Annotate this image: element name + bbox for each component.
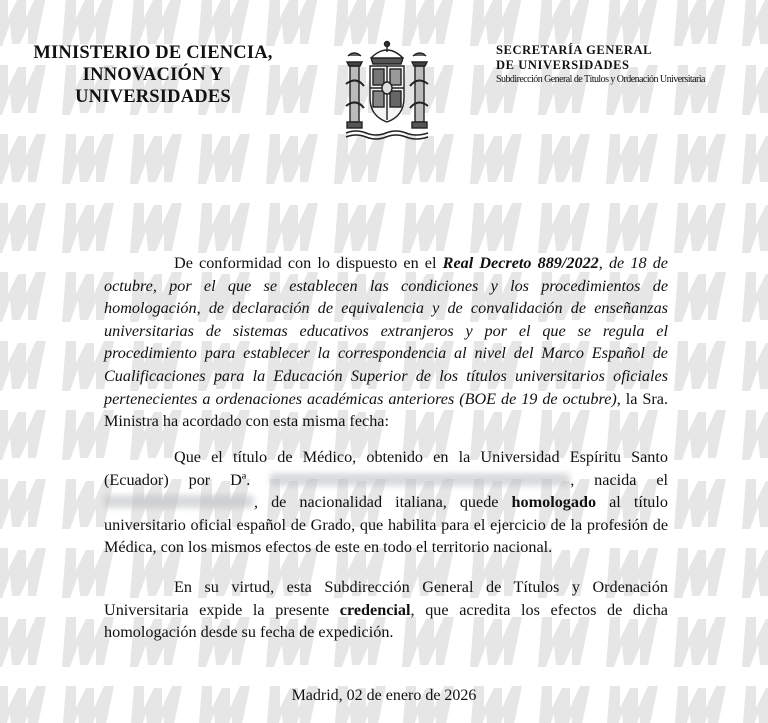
p1-decree-title: , de 18 de octubre, por el que se establecen las condiciones y los procedimientos de homologación, de declaración de equivalencia y de convalidación de enseñanzas universitarias de sistemas educativos extranjeros y por el que se regula el procedimiento para establecer la correspondencia al nivel del Marco Español de Cualificaciones para la Educación Superior de los títulos universitarios oficiales pertenecientes a ordenaciones académicas anteriores (BOE de 19 de octubre) [104, 254, 668, 408]
paragraph-legal-basis [104, 252, 668, 433]
ministry-line-3: UNIVERSIDADES [75, 87, 231, 107]
secretaria-line-2: DE UNIVERSIDADES [496, 58, 630, 72]
secretaria-general-heading [496, 43, 758, 87]
p3-part-b: , que acredita los efectos de dicha homologación desde su fecha de expedición. [104, 600, 668, 642]
p1-intro: De conformidad con lo dispuesto en el [174, 254, 443, 272]
redacted-name [270, 473, 570, 486]
paragraph-issuance [104, 576, 668, 644]
subdireccion-name: Subdirección General de Títulos y Ordenación Universitaria [496, 74, 705, 85]
decree-reference: Real Decreto 889/2022 [442, 254, 599, 272]
ministry-name [18, 42, 288, 108]
coat-of-arms-of-spain-icon [344, 36, 430, 140]
p1-closing: , la Sra. Ministra ha acordado con esta misma fecha: [104, 389, 668, 431]
homologado-term: homologado [511, 493, 597, 512]
ministry-line-2: INNOVACIÓN Y [82, 65, 224, 85]
p2-part-d: al título universitario oficial español de Grado, que habilita para el ejercicio de la profesión de Médica, con los mismos efectos de este en todo el territorio nacional. [104, 493, 668, 557]
ministry-line-1: MINISTERIO DE CIENCIA, [33, 43, 273, 63]
credencial-term: credencial [339, 600, 411, 619]
secretaria-line-1: SECRETARÍA GENERAL [496, 43, 653, 57]
p2-part-c: , de nacionalidad italiana, quede [254, 493, 512, 512]
redacted-birth-date [104, 495, 254, 508]
p2-part-b: , nacida el [570, 470, 668, 489]
p2-part-a: Que el título de Médico, obtenido en la Universidad Espíritu Santo (Ecuador) por Dª. [104, 448, 668, 489]
p3-part-a: En su virtud, esta Subdirección General de Títulos y Ordenación Universitaria expide la presente [104, 578, 668, 619]
issue-date: Madrid, 02 de enero de 2026 [291, 687, 477, 704]
paragraph-resolution [104, 446, 668, 559]
